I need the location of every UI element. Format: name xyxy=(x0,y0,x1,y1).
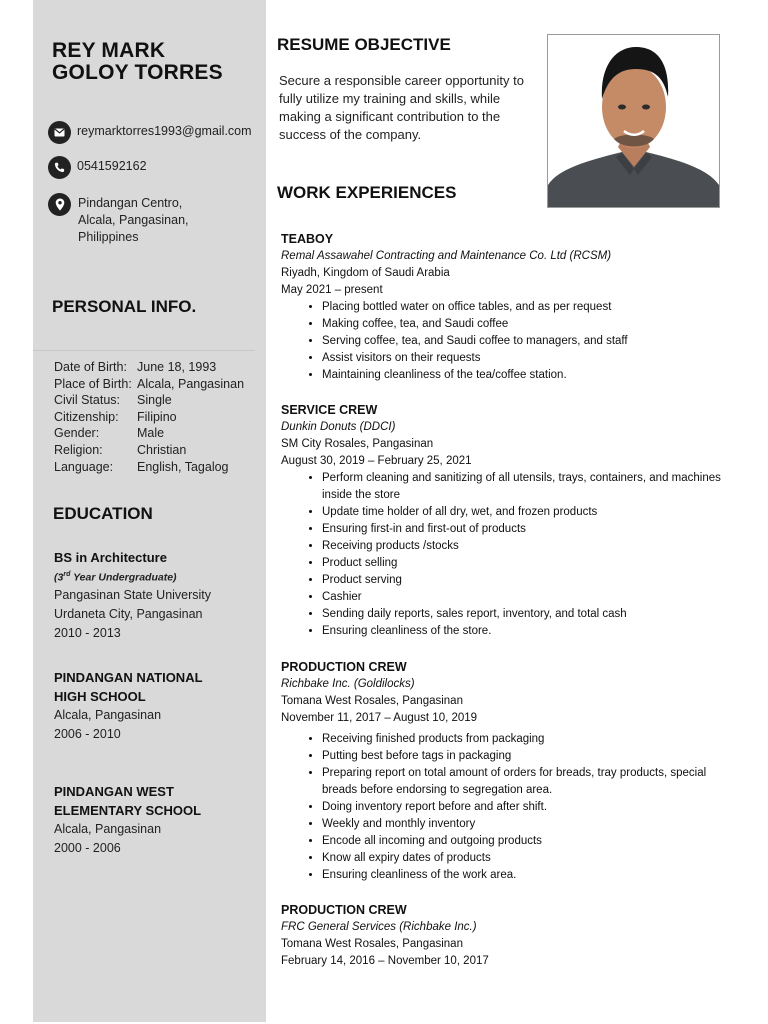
info-row xyxy=(54,442,244,459)
list-item: • Putting best before tags in packaging xyxy=(322,748,726,765)
job-entry xyxy=(281,659,726,884)
info-row xyxy=(54,376,244,393)
phone-text: 0541592162 xyxy=(77,159,147,173)
address-text xyxy=(78,195,189,246)
info-row xyxy=(54,392,244,409)
contact-phone xyxy=(48,156,147,179)
job-duties xyxy=(281,731,726,884)
job-duties xyxy=(281,470,726,640)
list-item: • Product serving xyxy=(322,572,726,589)
education-note xyxy=(54,567,211,586)
list-item: • Assist visitors on their requests xyxy=(322,350,726,367)
education-entry-highschool xyxy=(54,668,203,744)
address-line-2: Alcala, Pangasinan, xyxy=(78,213,189,227)
list-item: • Preparing report on total amount of orders for breads, tray products, special breads before endorsing to segregation area. xyxy=(322,765,726,799)
list-item: • Ensuring cleanliness of the work area. xyxy=(322,867,726,884)
profile-photo xyxy=(547,34,720,208)
list-item: • Cashier xyxy=(322,589,726,606)
education-location: Urdaneta City, Pangasinan xyxy=(54,606,203,621)
contact-address xyxy=(48,193,189,246)
education-degree: BS in Architecture xyxy=(54,550,167,565)
job-location: Tomana West Rosales, Pangasinan xyxy=(281,938,463,950)
list-item: • Update time holder of all dry, wet, and frozen products xyxy=(322,504,726,521)
education-years: 2006 - 2010 xyxy=(54,727,121,741)
name-line-2: GOLOY TORRES xyxy=(52,61,223,84)
job-title: PRODUCTION CREW xyxy=(281,903,407,917)
info-label: Place of Birth: xyxy=(54,376,132,391)
address-line-3: Philippines xyxy=(78,230,139,244)
section-divider xyxy=(33,350,255,351)
note-sup: rd xyxy=(63,571,71,578)
info-value: June 18, 1993 xyxy=(137,360,217,374)
job-location: SM City Rosales, Pangasinan xyxy=(281,438,434,450)
list-item: • Sending daily reports, sales report, inventory, and total cash xyxy=(322,606,726,623)
info-row xyxy=(54,425,244,442)
note-post: Year Undergraduate) xyxy=(70,571,177,584)
work-heading: WORK EXPERIENCES xyxy=(277,183,457,202)
education-school-line-2: HIGH SCHOOL xyxy=(54,689,146,704)
info-value: Filipino xyxy=(137,409,177,424)
job-dates: May 2021 – present xyxy=(281,284,383,296)
note-pre: (3 xyxy=(54,571,64,584)
list-item: • Placing bottled water on office tables, and as per request xyxy=(322,299,726,316)
info-row xyxy=(54,459,244,476)
full-name xyxy=(52,40,223,84)
envelope-icon xyxy=(48,121,71,144)
list-item: • Doing inventory report before and after shift. xyxy=(322,799,726,816)
info-value: Male xyxy=(137,426,165,441)
job-dates: November 11, 2017 – August 10, 2019 xyxy=(281,712,478,724)
info-row xyxy=(54,409,244,426)
education-school-line-1: PINDANGAN NATIONAL xyxy=(54,670,203,685)
info-label: Date of Birth: xyxy=(54,360,127,374)
job-duties xyxy=(281,299,726,384)
list-item: • Ensuring first-in and first-out of products xyxy=(322,521,726,538)
education-heading: EDUCATION xyxy=(53,504,153,523)
job-company: Dunkin Donuts (DDCI) xyxy=(281,421,396,433)
education-school-line-1: PINDANGAN WEST xyxy=(54,784,174,799)
job-title: SERVICE CREW xyxy=(281,403,378,417)
education-institution: Pangasinan State University xyxy=(54,587,212,602)
education-entry-college xyxy=(54,548,211,643)
list-item: • Ensuring cleanliness of the store. xyxy=(322,623,726,640)
portrait-image xyxy=(548,35,719,207)
job-title: PRODUCTION CREW xyxy=(281,660,407,674)
education-years: 2010 - 2013 xyxy=(54,625,121,640)
info-label: Religion: xyxy=(54,442,103,457)
list-item: • Making coffee, tea, and Saudi coffee xyxy=(322,316,726,333)
education-entry-elementary xyxy=(54,782,201,858)
job-company: Remal Assawahel Contracting and Maintenance Co. Ltd (RCSM) xyxy=(281,250,612,262)
info-row xyxy=(54,359,244,376)
job-entry xyxy=(281,902,726,970)
job-dates: August 30, 2019 – February 25, 2021 xyxy=(281,455,472,467)
job-company: Richbake Inc. (Goldilocks) xyxy=(281,678,415,690)
contact-email xyxy=(48,121,252,144)
list-item: • Product selling xyxy=(322,555,726,572)
list-item: • Receiving finished products from packaging xyxy=(322,731,726,748)
job-company: FRC General Services (Richbake Inc.) xyxy=(281,921,477,933)
personal-info-list xyxy=(54,359,244,475)
info-label: Language: xyxy=(54,459,114,474)
phone-icon xyxy=(48,156,71,179)
objective-text: Secure a responsible career opportunity to fully utilize my training and skills, while making a significant contribution to the success of the company. xyxy=(279,73,524,142)
job-location: Riyadh, Kingdom of Saudi Arabia xyxy=(281,267,450,279)
info-value: Alcala, Pangasinan xyxy=(137,376,245,391)
personal-info-heading: PERSONAL INFO. xyxy=(52,297,197,316)
info-label: Civil Status: xyxy=(54,393,120,408)
info-label: Gender: xyxy=(54,426,100,441)
education-location: Alcala, Pangasinan xyxy=(54,822,162,836)
info-value: Christian xyxy=(137,442,187,457)
objective-heading: RESUME OBJECTIVE xyxy=(277,35,451,54)
job-location: Tomana West Rosales, Pangasinan xyxy=(281,695,463,707)
name-line-1: REY MARK xyxy=(52,39,166,62)
list-item: • Encode all incoming and outgoing products xyxy=(322,833,726,850)
job-entry xyxy=(281,231,726,384)
info-label: Citizenship: xyxy=(54,409,119,424)
list-item: • Receiving products /stocks xyxy=(322,538,726,555)
education-location: Alcala, Pangasinan xyxy=(54,708,162,722)
education-school-line-2: ELEMENTARY SCHOOL xyxy=(54,803,202,818)
job-dates: February 14, 2016 – November 10, 2017 xyxy=(281,955,489,967)
education-years: 2000 - 2006 xyxy=(54,841,121,855)
info-value: Single xyxy=(137,393,172,408)
list-item: • Serving coffee, tea, and Saudi coffee to managers, and staff xyxy=(322,333,726,350)
job-title: TEABOY xyxy=(281,232,334,246)
job-entry xyxy=(281,402,726,640)
list-item: • Know all expiry dates of products xyxy=(322,850,726,867)
email-text[interactable]: reymarktorres1993@gmail.com xyxy=(77,124,252,138)
address-line-1: Pindangan Centro, xyxy=(78,196,183,210)
info-value: English, Tagalog xyxy=(137,459,229,474)
location-pin-icon xyxy=(48,193,71,216)
list-item: • Perform cleaning and sanitizing of all utensils, trays, containers, and machines inside the store xyxy=(322,470,726,504)
list-item: • Weekly and monthly inventory xyxy=(322,816,726,833)
list-item: • Maintaining cleanliness of the tea/coffee station. xyxy=(322,367,726,384)
